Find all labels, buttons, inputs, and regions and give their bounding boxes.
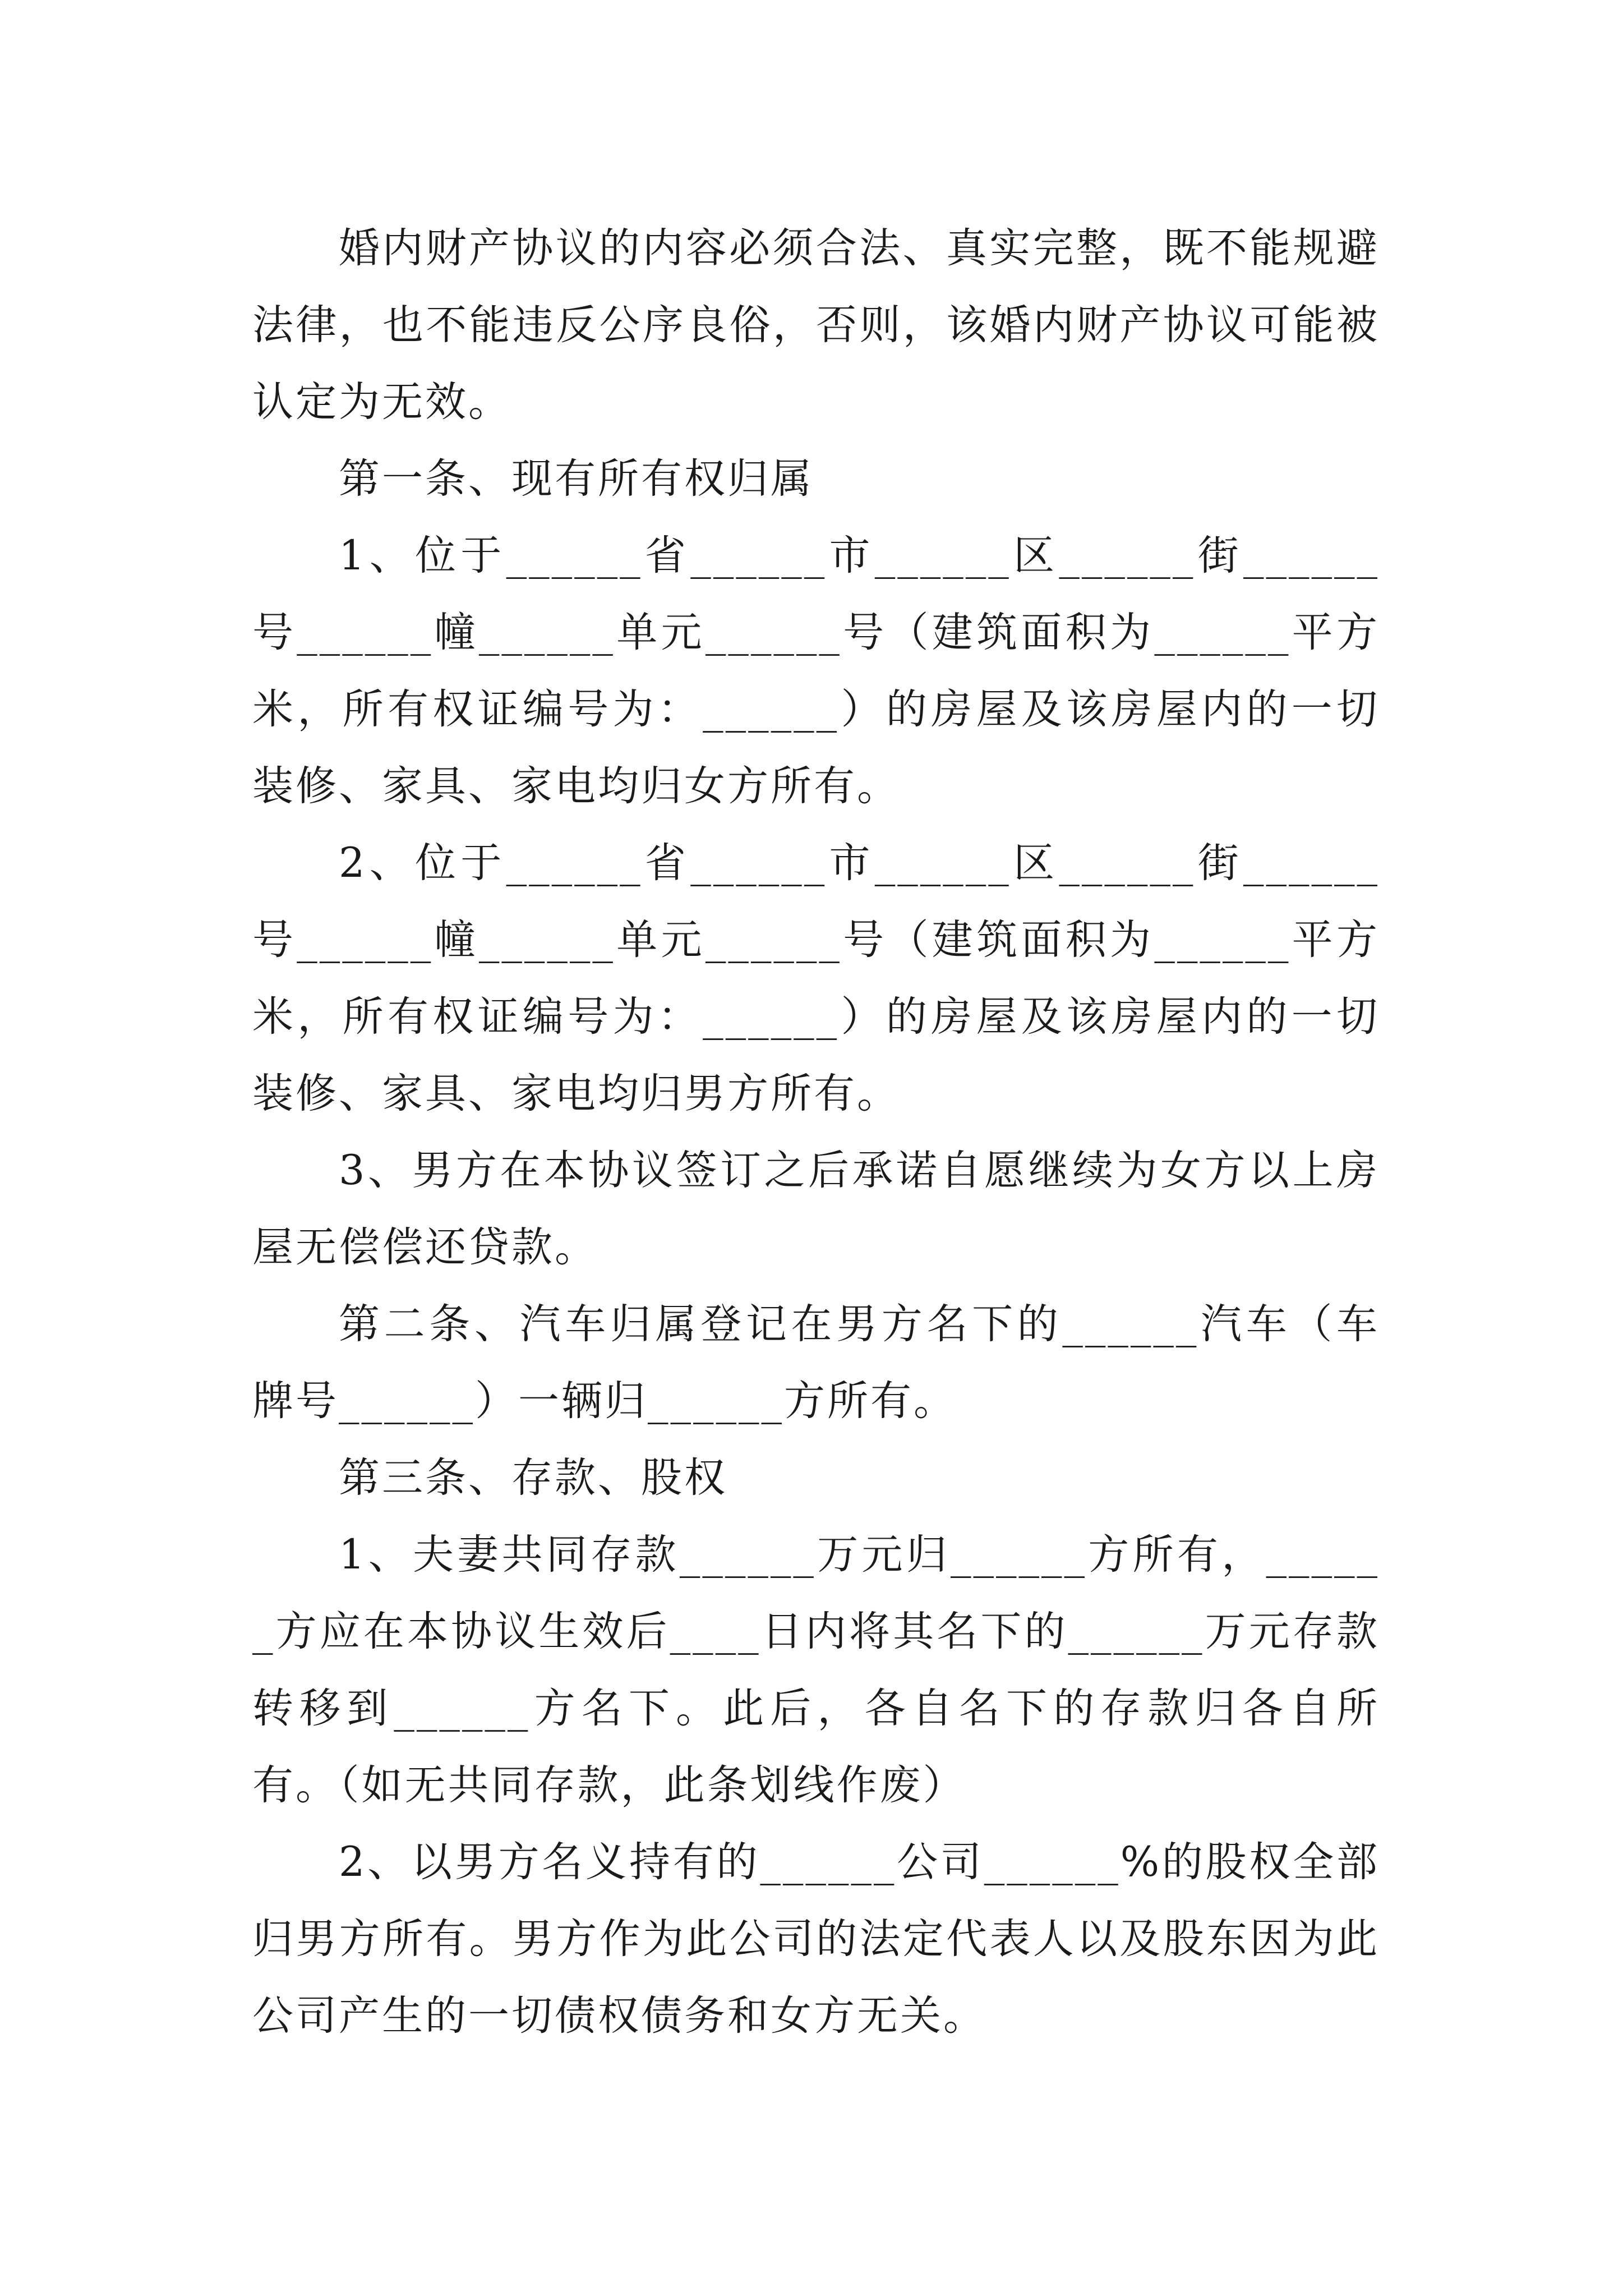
clause-3-2-equity: 2、以男方名义持有的______公司______%的股权全部归男方所有。男方作为此公司的法定代表人以及股东因为此公司产生的一切债权债务和女方无关。 <box>252 1838 1380 2040</box>
clause-1-2-house-male: 2、位于______省______市______区______街______号______幢______单元______号（建筑面积为______平方米，所有权证编号为：______）的房屋及该房屋内的一切装修、家具、家电均归男方所有。 <box>252 839 1380 1117</box>
clause-1-1-house-female: 1、位于______省______市______区______街______号______幢______单元______号（建筑面积为______平方米，所有权证编号为：______）的房屋及该房屋内的一切装修、家具、家电均归女方所有。 <box>252 532 1380 810</box>
paragraph-validity-note: 婚内财产协议的内容必须合法、真实完整，既不能规避法律，也不能违反公序良俗，否则，该婚内财产协议可能被认定为无效。 <box>252 224 1380 426</box>
heading-article-1: 第一条、现有所有权归属 <box>339 455 814 503</box>
heading-article-3: 第三条、存款、股权 <box>339 1454 727 1502</box>
clause-3-1-savings: 1、夫妻共同存款______万元归______方所有，______方应在本协议生效后____日内将其名下的______万元存款转移到______方名下。此后，各自名下的存款归各自所有。（如无共同存款，此条划线作废） <box>252 1531 1380 1809</box>
article-2-car: 第二条、汽车归属登记在男方名下的______汽车（车牌号______）一辆归______方所有。 <box>252 1300 1380 1425</box>
document-body <box>252 210 1380 2054</box>
clause-1-3-loan: 3、男方在本协议签订之后承诺自愿继续为女方以上房屋无偿偿还贷款。 <box>252 1147 1380 1271</box>
